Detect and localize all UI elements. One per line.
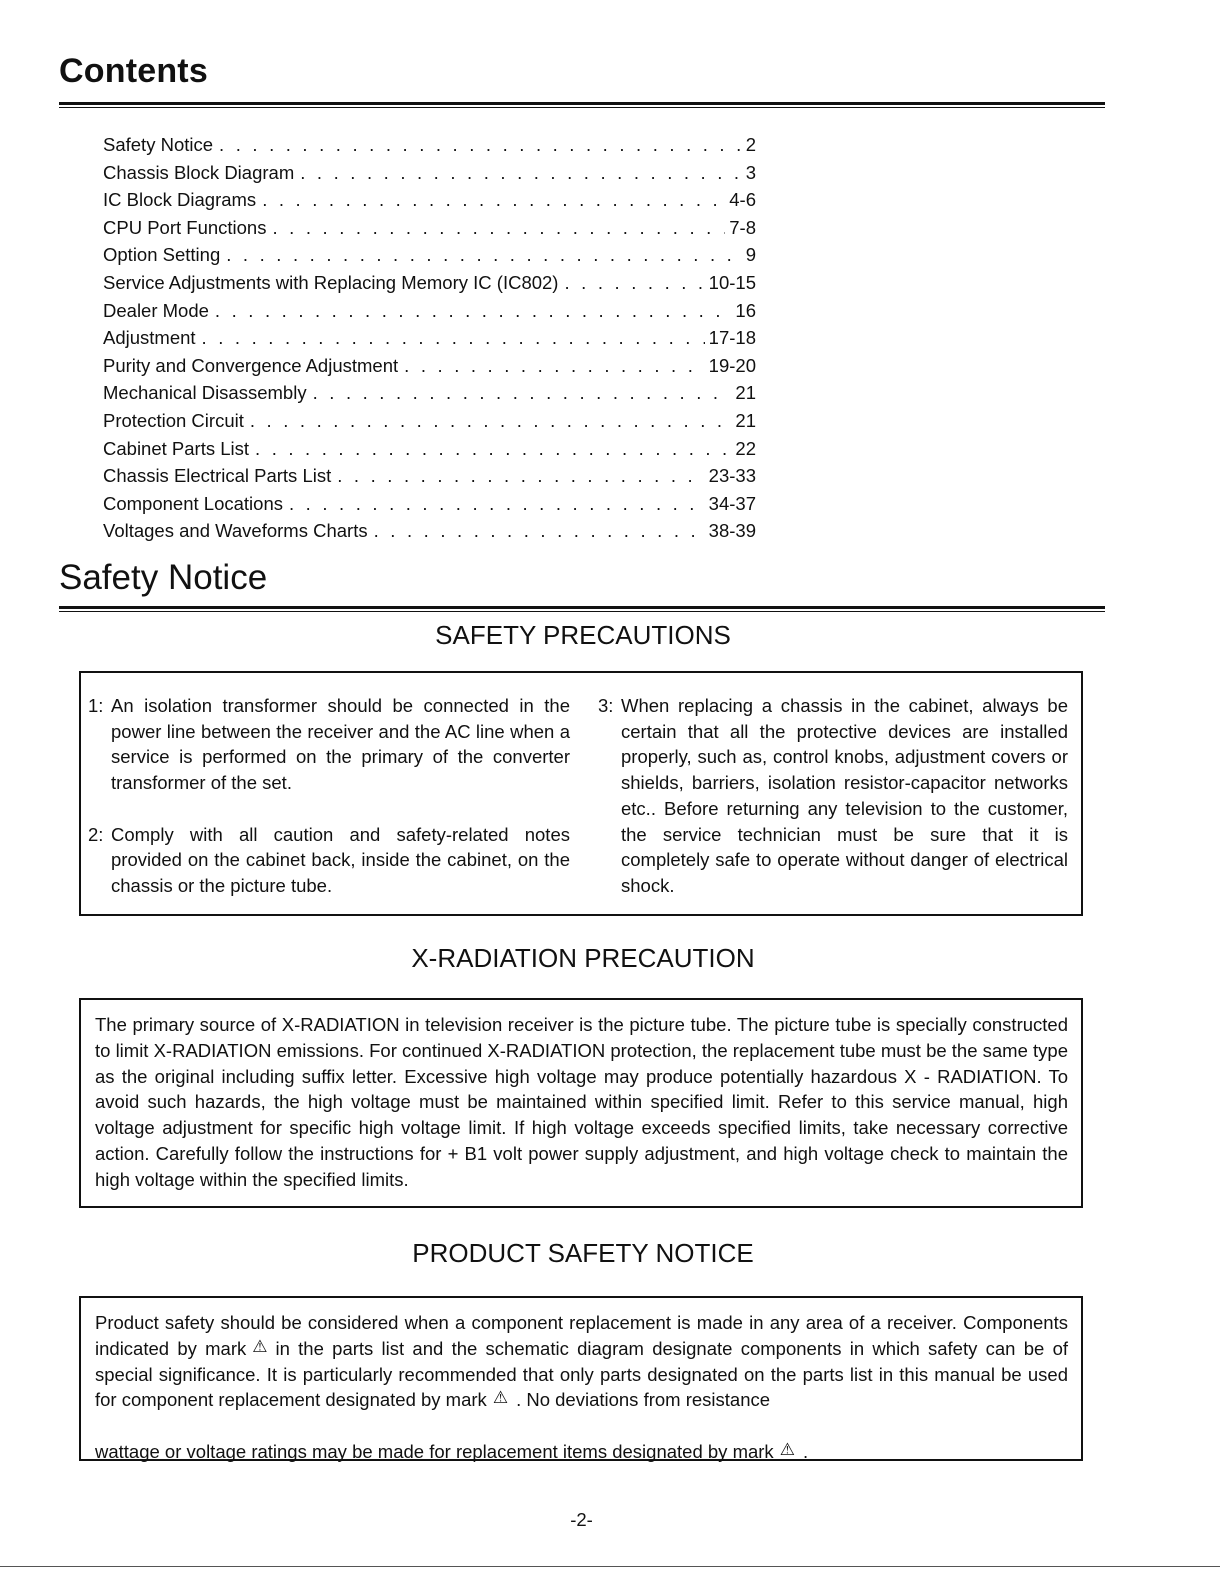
safety-precautions-box	[79, 671, 1083, 916]
toc-entry	[103, 297, 756, 325]
precaution-number: 3:	[598, 695, 614, 716]
product-safety-heading: PRODUCT SAFETY NOTICE	[412, 1238, 754, 1268]
toc-entry	[103, 269, 756, 297]
toc-entry-page: 23-33	[708, 465, 756, 487]
precaution-number: 1:	[88, 695, 104, 716]
x-radiation-heading: X-RADIATION PRECAUTION	[411, 943, 755, 973]
toc-leader-dots	[219, 131, 742, 159]
toc-entry-title: Mechanical Disassembly	[103, 382, 307, 404]
toc-entry-page: 19-20	[708, 354, 756, 376]
toc-leader-dots	[255, 435, 731, 463]
bottom-rule	[0, 1566, 1220, 1567]
product-safety-box	[79, 1296, 1083, 1461]
toc-entry-page: 22	[735, 437, 756, 459]
x-radiation-box	[79, 998, 1083, 1208]
product-safety-text	[81, 1298, 1081, 1465]
warning-triangle-icon: ⚠	[779, 1439, 795, 1459]
toc-entry-title: Purity and Convergence Adjustment	[103, 354, 399, 376]
product-safety-text-part: . No deviations from resistance	[516, 1389, 771, 1411]
toc-entry-page: 34-37	[708, 492, 756, 514]
toc-entry	[103, 241, 756, 269]
toc-entry	[103, 186, 756, 214]
toc-entry-page: 3	[745, 161, 756, 183]
toc-entry	[103, 131, 756, 159]
toc-leader-dots	[215, 297, 732, 325]
toc-entry	[103, 324, 756, 352]
toc-entry-page: 38-39	[708, 520, 756, 542]
toc-entry-title: CPU Port Functions	[103, 216, 267, 238]
table-of-contents	[103, 131, 756, 545]
precaution-item	[598, 693, 1068, 899]
toc-entry-title: Chassis Block Diagram	[103, 161, 295, 183]
toc-entry	[103, 462, 756, 490]
toc-entry-title: Service Adjustments with Replacing Memory IC (IC802)	[103, 271, 559, 293]
toc-leader-dots	[289, 490, 705, 518]
precaution-text: An isolation transformer should be connected in the power line between the receiver and the AC line when a service is performed on the primary of the converter transformer of the set.	[111, 695, 570, 794]
page-number: -2-	[570, 1509, 593, 1530]
product-safety-text-part: Product safety should be considered when a component replacement is made in any area of a receiver. Components indicated by mark	[95, 1312, 1068, 1359]
product-safety-text-part: in the parts list and the schematic diagram designate components in which safety can be of special significance. It is particularly recommended that only parts designated on the parts list in this manual be used for component replacement designated by mark	[95, 1337, 1068, 1411]
precaution-number: 2:	[88, 823, 104, 845]
toc-entry-title: Voltages and Waveforms Charts	[103, 520, 368, 542]
toc-leader-dots	[202, 324, 705, 352]
toc-entry-page: 10-15	[708, 271, 756, 293]
toc-leader-dots	[262, 186, 725, 214]
contents-title: Contents	[59, 52, 208, 90]
toc-entry-page: 4-6	[729, 189, 756, 211]
toc-entry-title: Safety Notice	[103, 134, 214, 155]
toc-entry-page: 7-8	[729, 216, 756, 238]
warning-triangle-icon: ⚠	[252, 1336, 268, 1356]
toc-entry-page: 21	[735, 409, 756, 431]
toc-entry-title: Dealer Mode	[103, 299, 209, 321]
toc-leader-dots	[226, 241, 741, 269]
safety-title-rule	[59, 606, 1105, 612]
toc-entry-title: Component Locations	[103, 492, 283, 514]
precaution-item	[88, 693, 570, 796]
toc-leader-dots	[300, 159, 741, 187]
product-safety-text-part: .	[802, 1440, 809, 1462]
toc-entry	[103, 517, 756, 545]
toc-entry-title: Option Setting	[103, 244, 221, 266]
precautions-left-column	[88, 693, 570, 899]
toc-leader-dots	[313, 379, 732, 407]
toc-leader-dots	[374, 517, 705, 545]
toc-entry-title: Chassis Electrical Parts List	[103, 465, 332, 487]
toc-leader-dots	[337, 462, 704, 490]
toc-leader-dots	[250, 407, 732, 435]
warning-triangle-icon: ⚠	[492, 1388, 509, 1408]
toc-entry-page: 17-18	[708, 327, 756, 349]
x-radiation-text: The primary source of X-RADIATION in television receiver is the picture tube. The picture tube is specially constructed to limit X-RADIATION emissions. For continued X-RADIATION protection, the replacement tube must be the same type as the original including suffix letter. Excessive high voltage may produce potentially hazardous X - RADIATION. To avoid such hazards, the high voltage must be maintained within specified limit. Refer to this service manual, high voltage adjustment for specific high voltage limit. If high voltage exceeds specified limits, take necessary corrective action. Carefully follow the instructions for + B1 volt power supply adjustment, and high voltage check to maintain the high voltage within the specified limits.	[95, 1014, 1068, 1190]
toc-entry	[103, 352, 756, 380]
toc-entry-title: Cabinet Parts List	[103, 437, 250, 459]
toc-entry-page: 21	[735, 382, 756, 404]
precaution-text: When replacing a chassis in the cabinet, always be certain that all the protective devices are installed properly, such as, control knobs, adjustment covers or shields, barriers, isolation resistor-capacitor networks etc.. Before returning any television to the customer, the service technician must be sure that it is completely safe to operate without danger of electrical shock.	[621, 695, 1068, 896]
precautions-right-column	[598, 693, 1068, 899]
toc-entry-page: 2	[745, 134, 756, 155]
toc-entry	[103, 214, 756, 242]
toc-entry-title: Adjustment	[103, 327, 196, 349]
toc-entry-page: 9	[745, 244, 756, 266]
contents-title-rule	[59, 102, 1105, 108]
toc-leader-dots	[564, 269, 704, 297]
toc-entry	[103, 435, 756, 463]
toc-leader-dots	[404, 352, 705, 380]
toc-entry	[103, 379, 756, 407]
precaution-item	[88, 822, 570, 899]
product-safety-text-part: wattage or voltage ratings may be made for replacement items designated by mark	[95, 1440, 774, 1462]
toc-entry	[103, 159, 756, 187]
toc-entry	[103, 490, 756, 518]
toc-leader-dots	[272, 214, 725, 242]
precaution-text: Comply with all caution and safety-related notes provided on the cabinet back, inside the cabinet, on the chassis or the picture tube.	[111, 823, 570, 896]
safety-precautions-heading: SAFETY PRECAUTIONS	[435, 620, 731, 650]
toc-entry	[103, 407, 756, 435]
safety-notice-title: Safety Notice	[59, 558, 268, 597]
toc-entry-title: Protection Circuit	[103, 409, 244, 431]
toc-entry-title: IC Block Diagrams	[103, 189, 257, 211]
toc-entry-page: 16	[735, 299, 756, 321]
